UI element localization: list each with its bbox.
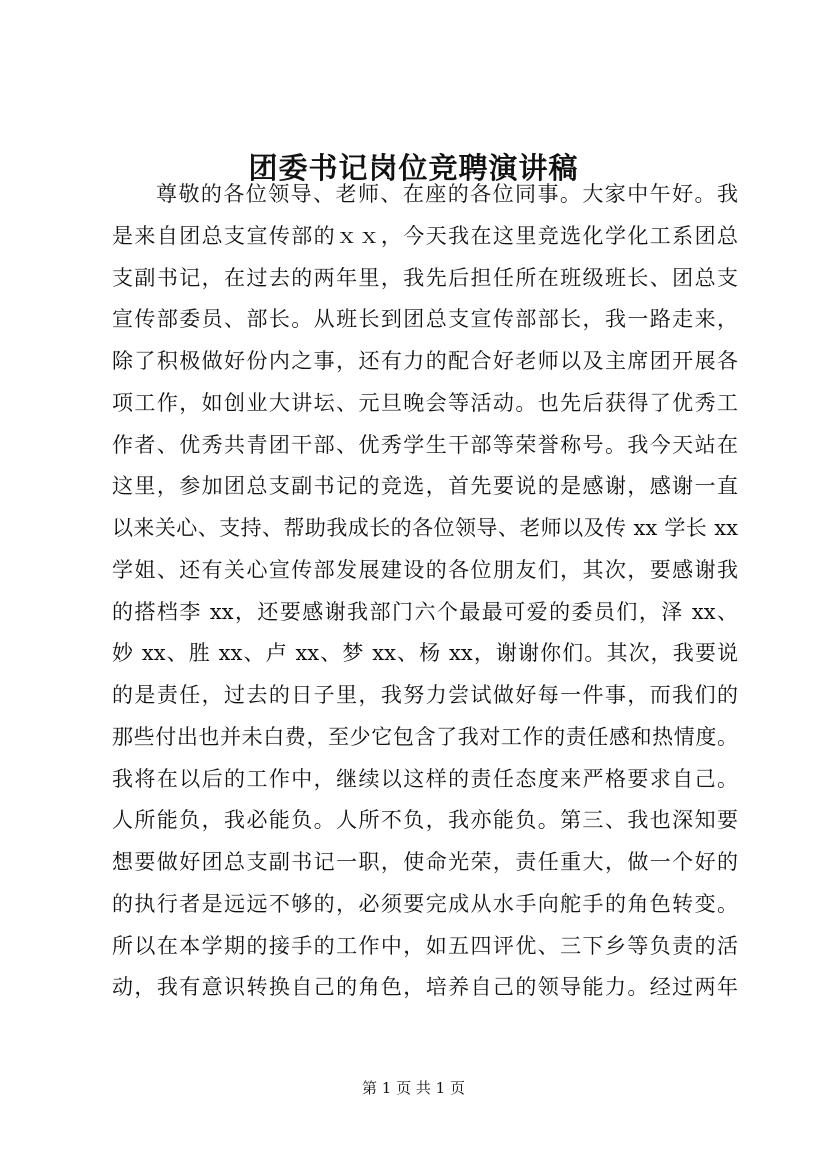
page-footer: 第 1 页 共 1 页 xyxy=(362,1079,465,1097)
paragraph-line: 想要做好团总支副书记一职，使命光荣，责任重大，做一个好的 xyxy=(112,850,738,874)
document-body xyxy=(112,174,738,1009)
paragraph-line: 尊敬的各位领导、老师、在座的各位同事。大家中午好。我 xyxy=(156,182,738,206)
paragraph-line: 学姐、还有关心宣传部发展建设的各位朋友们，其次，要感谢我 xyxy=(112,557,738,582)
paragraph-line: 人所能负，我必能负。人所不负，我亦能负。第三、我也深知要 xyxy=(112,808,738,833)
paragraph-line: 项工作，如创业大讲坛、元旦晚会等活动。也先后获得了优秀工 xyxy=(112,390,738,415)
document-title: 团委书记岗位竞聘演讲稿 xyxy=(248,151,579,185)
paragraph-line: 这里，参加团总支副书记的竞选，首先要说的是感谢，感谢一直 xyxy=(112,474,738,499)
paragraph-line: 我将在以后的工作中，继续以这样的责任态度来严格要求自己。 xyxy=(112,766,738,791)
paragraph-line: 所以在本学期的接手的工作中，如五四评优、三下乡等负责的活 xyxy=(112,933,738,958)
paragraph-line: 支副书记，在过去的两年里，我先后担任所在班级班长、团总支 xyxy=(112,265,738,290)
paragraph-line: 的是责任，过去的日子里，我努力尝试做好每一件事，而我们的 xyxy=(112,683,738,707)
paragraph-line: 的执行者是远远不够的，必须要完成从水手向舵手的角色转变。 xyxy=(112,891,738,916)
paragraph-line: 除了积极做好份内之事，还有力的配合好老师以及主席团开展各 xyxy=(112,349,738,373)
paragraph-line: 以来关心、支持、帮助我成长的各位领导、老师以及传 xx 学长 xx xyxy=(112,516,738,540)
paragraph-line: 宣传部委员、部长。从班长到团总支宣传部部长，我一路走来， xyxy=(112,307,738,332)
paragraph-line: 是来自团总支宣传部的ｘｘ，今天我在这里竞选化学化工系团总 xyxy=(112,223,738,248)
paragraph-line: 作者、优秀共青团干部、优秀学生干部等荣誉称号。我今天站在 xyxy=(112,432,738,457)
paragraph-line: 妙 xx、胜 xx、卢 xx、梦 xx、杨 xx，谢谢你们。其次，我要说 xyxy=(112,641,738,666)
paragraph-line: 那些付出也并未白费，至少它包含了我对工作的责任感和热情度。 xyxy=(112,724,738,749)
paragraph-line: 动，我有意识转换自己的角色，培养自己的领导能力。经过两年 xyxy=(112,975,738,1000)
paragraph-line: 的搭档李 xx，还要感谢我部门六个最最可爱的委员们，泽 xx、 xyxy=(112,599,738,624)
